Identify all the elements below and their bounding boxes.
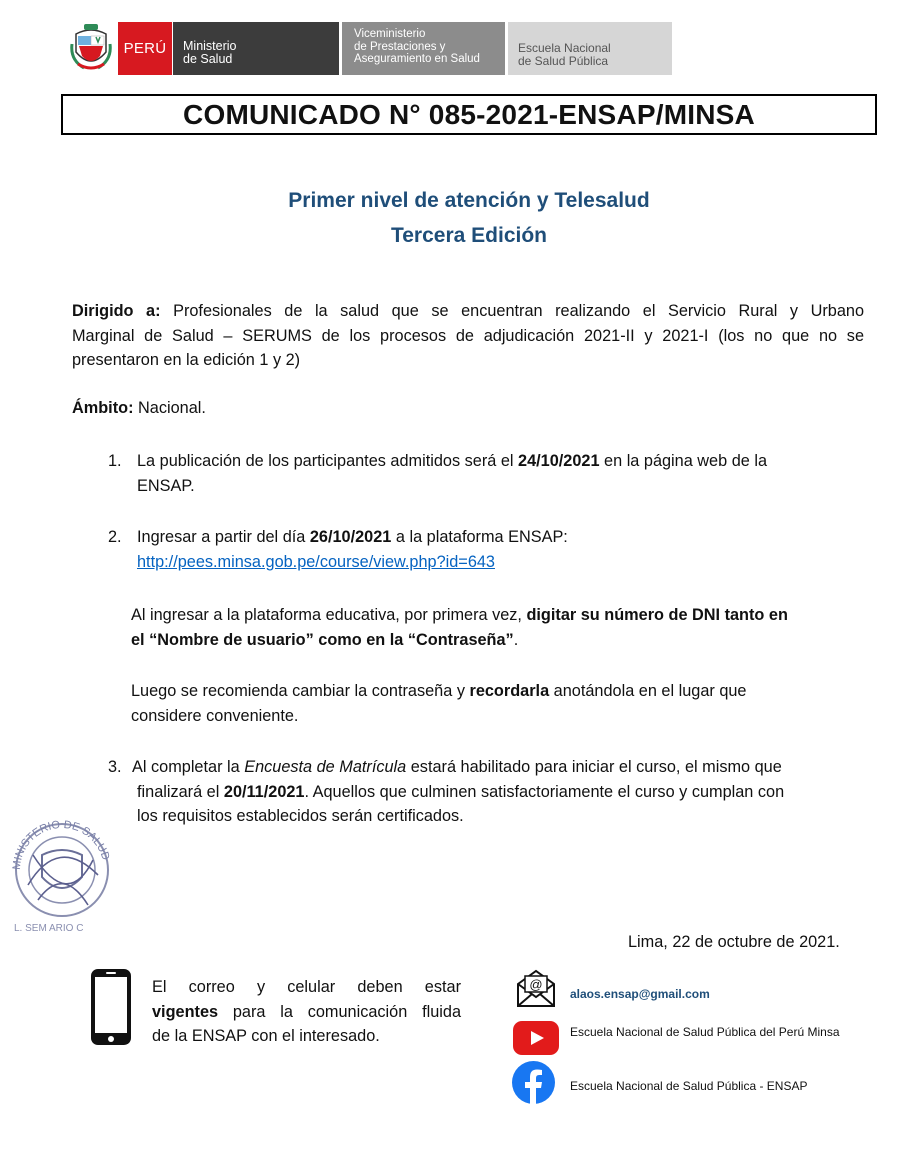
viceministerio-logo-block: Viceministerio de Prestaciones y Aseguramiento en Salud	[342, 22, 505, 75]
password-recommendation: Luego se recomienda cambiar la contraseña y recordarla anotándola en el lugar que considere conveniente.	[131, 682, 747, 725]
svg-text:MINISTERIO DE SALUD	[11, 819, 112, 871]
document-date: Lima, 22 de octubre de 2021.	[628, 933, 840, 951]
subtitle-line-2: Tercera Edición	[390, 224, 547, 247]
item-1-number: 1.	[108, 452, 122, 470]
stamp-bottom-text: L. SEM ARIO C	[14, 923, 84, 934]
contact-facebook[interactable]: Escuela Nacional de Salud Pública - ENSAP	[570, 1079, 808, 1093]
dni-instruction: Al ingresar a la plataforma educativa, por primera vez, digitar su número de DNI tanto en el “Nombre de usuario” como en la “Contraseña”.	[131, 606, 788, 649]
coat-of-arms-icon	[70, 24, 112, 72]
item-2-number: 2.	[108, 528, 122, 546]
ministerio-logo-block: Ministerio de Salud	[173, 22, 339, 75]
escuela-logo-block: Escuela Nacional de Salud Pública	[508, 22, 672, 75]
contact-email[interactable]: alaos.ensap@gmail.com	[570, 987, 710, 1001]
item-1-text: La publicación de los participantes admitidos será el 24/10/2021 en la página web de la ENSAP.	[137, 452, 767, 495]
smartphone-icon	[90, 968, 132, 1046]
contact-youtube[interactable]: Escuela Nacional de Salud Pública del Perú Minsa	[570, 1025, 840, 1039]
dirigido-paragraph: Dirigido a: Profesionales de la salud que se encuentran realizando el Servicio Rural y Urbano Marginal de Salud – SERUMS de los procesos de adjudicación 2021-II y 2021-I (los no que no se presentaron en la edición 1 y 2)	[72, 302, 865, 369]
ambito-line: Ámbito: Nacional.	[72, 399, 206, 417]
document-title: COMUNICADO N° 085-2021-ENSAP/MINSA	[61, 94, 877, 135]
item-3-text: Al completar la Encuesta de Matrícula estará habilitado para iniciar el curso, el mismo que finalizará el 20/11/2021. Aquellos que culminen satisfactoriamente el curso y cumplan con los requisitos establecidos serán certificados.	[132, 758, 785, 825]
svg-text:@: @	[529, 977, 543, 992]
email-icon	[515, 968, 557, 1008]
subtitle-line-1: Primer nivel de atención y Telesalud	[288, 189, 650, 212]
item-2-text: Ingresar a partir del día 26/10/2021 a la plataforma ENSAP: http://pees.minsa.gob.pe/course/view.php?id=643	[137, 528, 568, 571]
facebook-icon	[512, 1061, 555, 1104]
peru-logo-block: PERÚ	[118, 22, 172, 75]
youtube-icon	[513, 1021, 559, 1055]
seal-stamp	[8, 815, 112, 935]
item-3-number: 3.	[108, 758, 122, 776]
platform-link[interactable]: http://pees.minsa.gob.pe/course/view.php?id=643	[137, 552, 495, 571]
contact-validity-note: El correo y celular deben estar vigentes para la comunicación fluida de la ENSAP con el interesado.	[152, 978, 461, 1045]
stamp-ring-text: MINISTERIO DE SALUD	[10, 818, 112, 871]
